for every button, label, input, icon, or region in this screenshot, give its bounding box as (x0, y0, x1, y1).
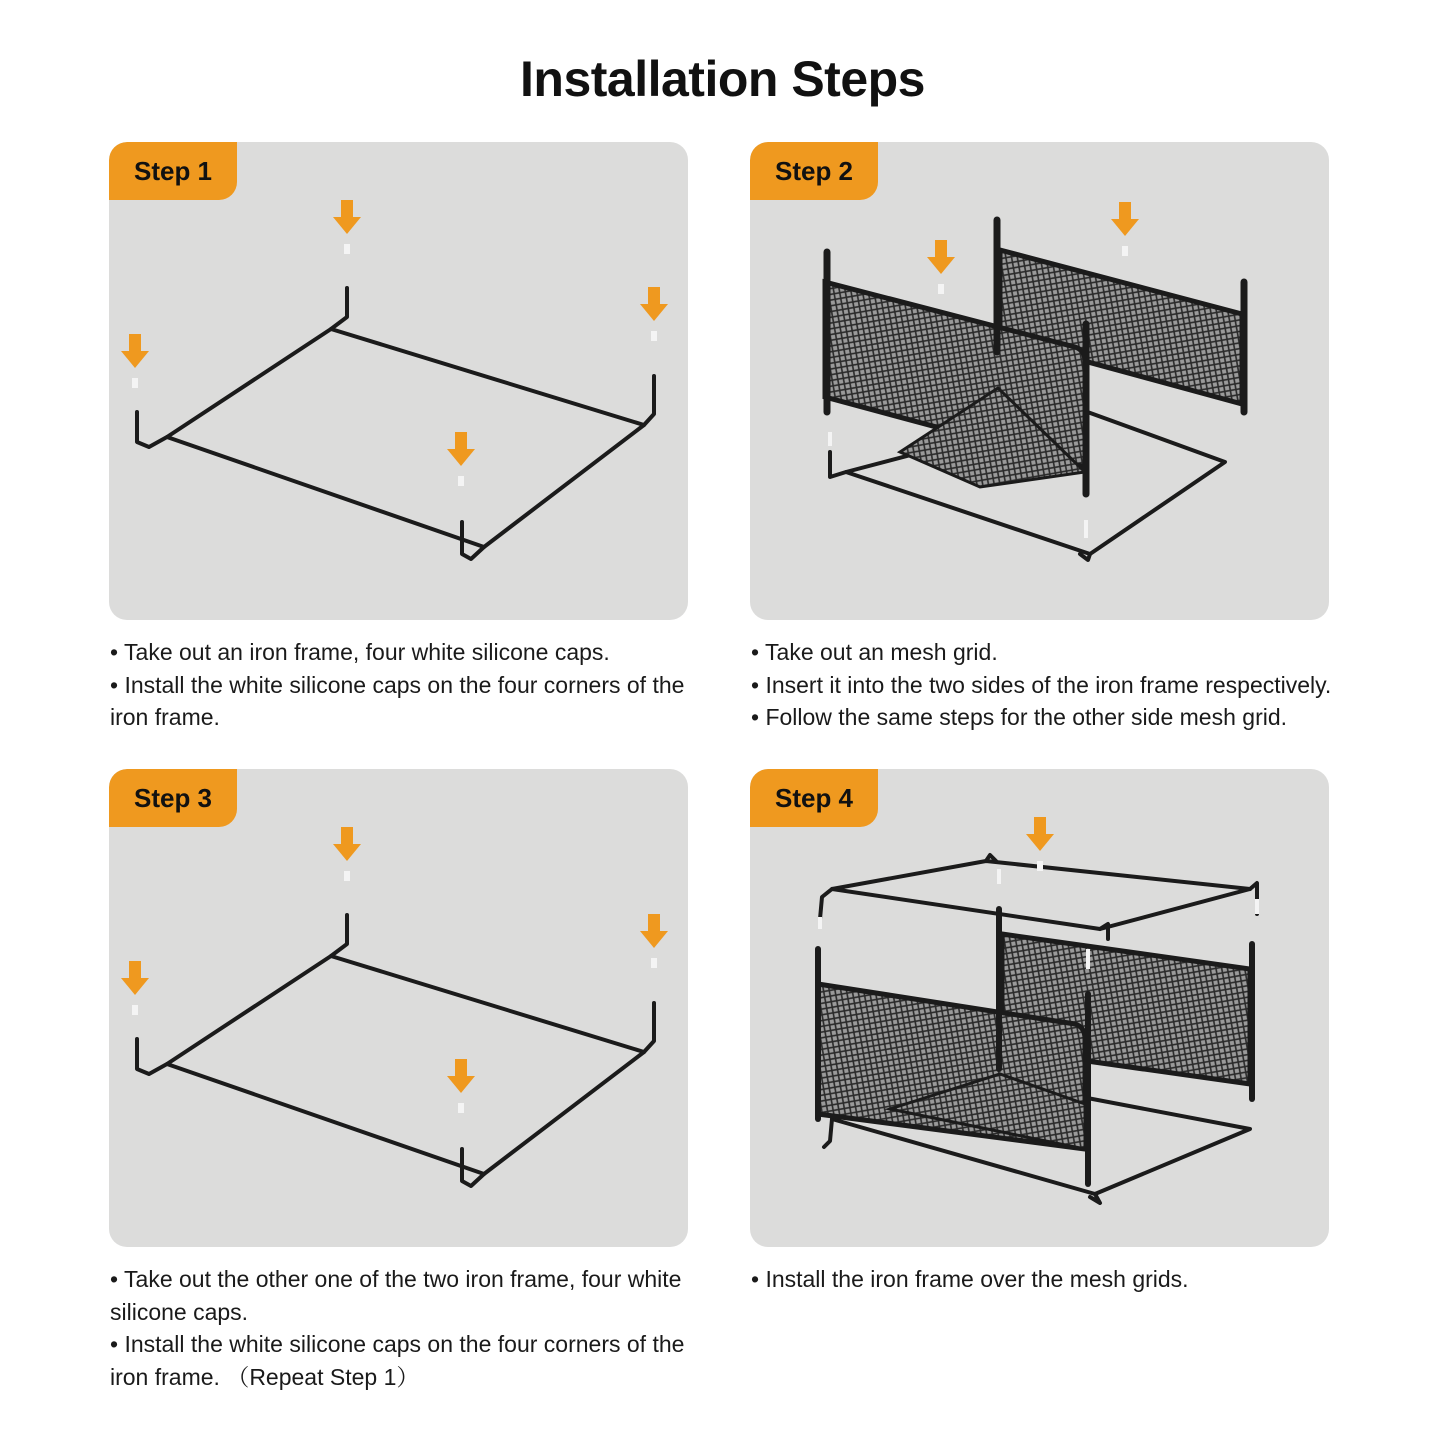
mesh-insert-illustration (750, 142, 1329, 620)
step-3-panel (109, 769, 688, 1247)
step-1-line-2: • Install the white silicone caps on the four corners of the iron frame. (110, 671, 685, 730)
step-3-line-2: • Install the white silicone caps on the four corners of the iron frame. （Repeat Step 1） (110, 1331, 685, 1390)
step-2-line-2: • Insert it into the two sides of the iron frame respectively. (751, 671, 1332, 698)
step-2-panel (750, 142, 1329, 620)
step-4-badge: Step 4 (750, 769, 878, 827)
step-1-description (110, 636, 710, 734)
page-title: Installation Steps (520, 51, 925, 107)
step-1-badge: Step 1 (109, 142, 237, 200)
step-1-panel (109, 142, 688, 620)
step-3-description (110, 1263, 710, 1393)
step-4-panel (750, 769, 1329, 1247)
step-2-description (751, 636, 1431, 734)
step-2-line-1: • Take out an mesh grid. (751, 639, 998, 665)
step-2-line-3: • Follow the same steps for the other side mesh grid. (751, 704, 1288, 730)
step-4-line-1: • Install the iron frame over the mesh grids. (751, 1266, 1189, 1292)
frame-illustration (109, 142, 688, 620)
step-3-badge: Step 3 (109, 769, 237, 827)
step-4-description (751, 1263, 1411, 1296)
frame-illustration (109, 769, 688, 1247)
step-3-line-1: • Take out the other one of the two iron frame, four white silicone caps. (110, 1266, 682, 1325)
assembled-illustration (750, 769, 1329, 1247)
step-2-badge: Step 2 (750, 142, 878, 200)
step-1-line-1: • Take out an iron frame, four white silicone caps. (110, 639, 610, 665)
